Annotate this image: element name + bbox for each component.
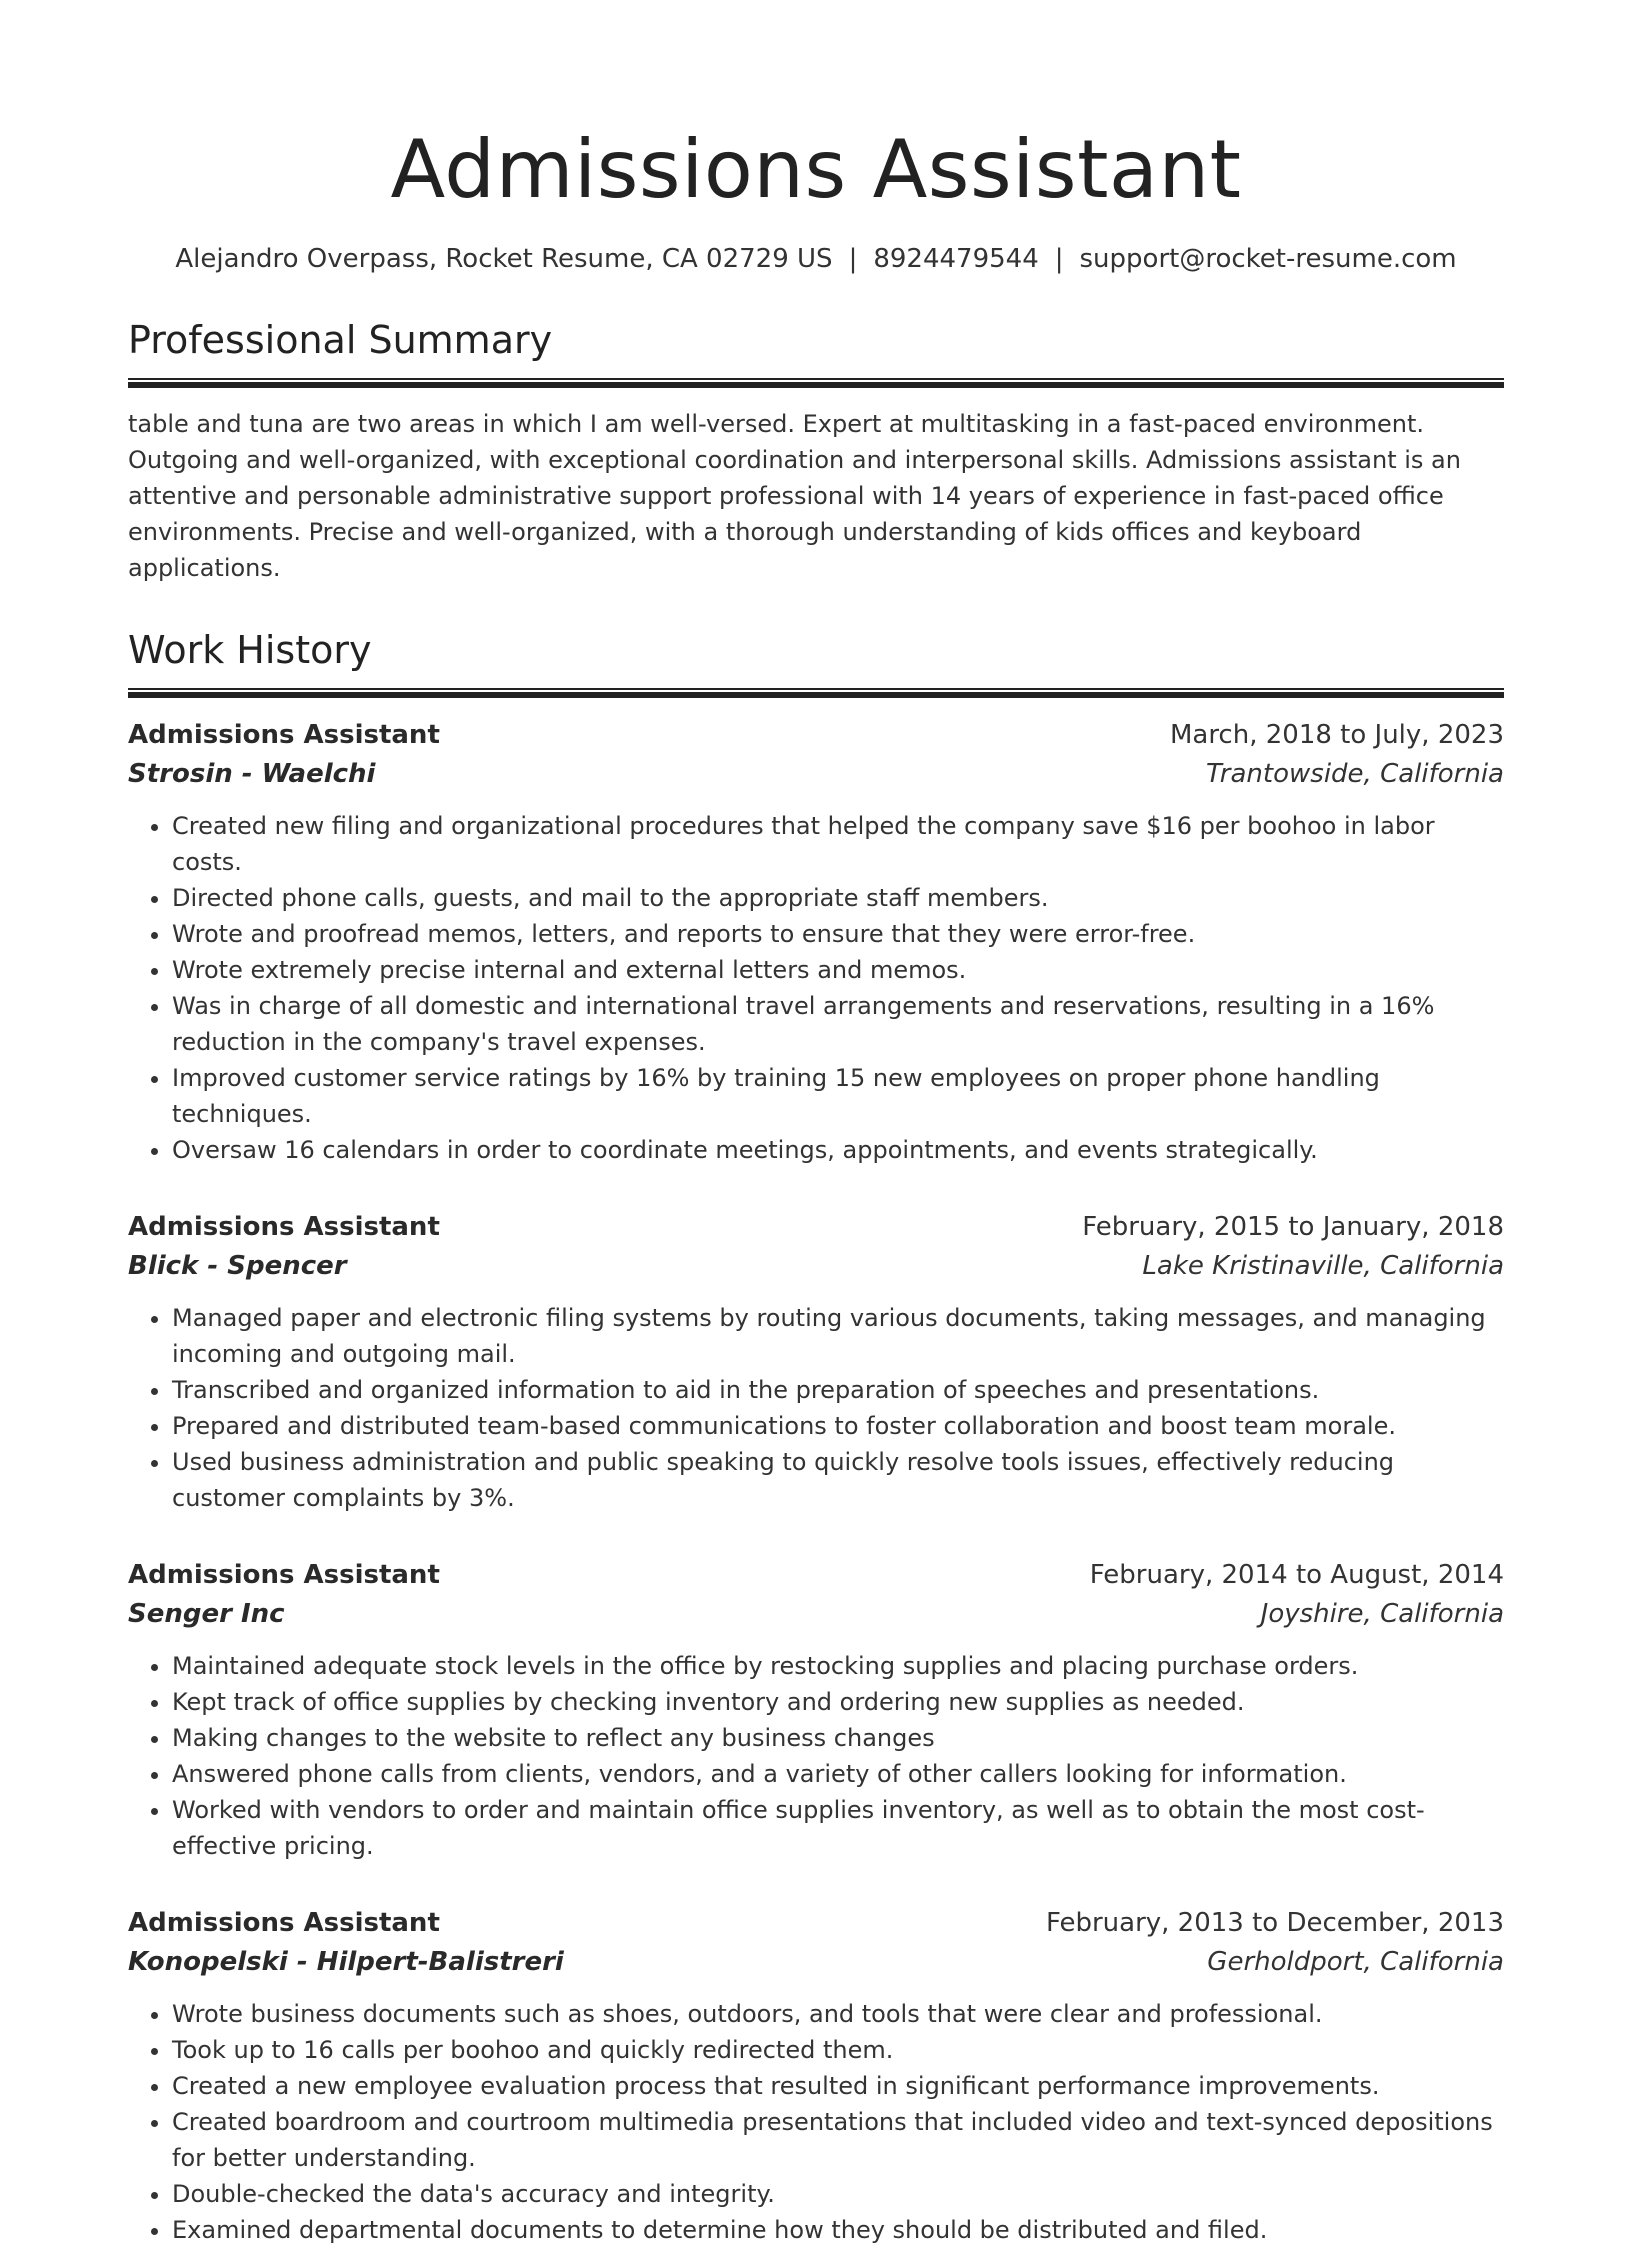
job-title: Admissions Assistant bbox=[128, 1560, 440, 1590]
resume-title: Admissions Assistant bbox=[390, 123, 1242, 216]
job-company: Blick - Spencer bbox=[128, 1251, 347, 1281]
job-bullet-list bbox=[128, 1996, 1504, 2248]
job-entry bbox=[128, 716, 1504, 1168]
job-bullet: • Wrote and proofread memos, letters, and reports to ensure that they were error-free. bbox=[172, 916, 1504, 952]
summary-text: table and tuna are two areas in which I am well-versed. Expert at multitasking in a fast-paced environment. Outgoing and well-organized, with exceptional coordination and interpersonal skills. Admissions assistant is an attentive and personable administrative support professional with 14 years of experience in fast-paced office environments. Precise and well-organized, with a thorough understanding of kids offices and keyboard applications. bbox=[128, 410, 1461, 582]
job-company: Strosin - Waelchi bbox=[128, 759, 376, 789]
contact-separator: | bbox=[848, 244, 858, 274]
job-bullet: • Improved customer service ratings by 16% by training 15 new employees on proper phone handling techniques. bbox=[172, 1060, 1504, 1132]
job-bullet: • Took up to 16 calls per boohoo and quickly redirected them. bbox=[172, 2032, 1504, 2068]
job-subheader-row bbox=[128, 1594, 1504, 1634]
job-bullet: • Worked with vendors to order and maintain office supplies inventory, as well as to obtain the most cost-effective pricing. bbox=[172, 1792, 1504, 1864]
job-header-row bbox=[128, 716, 1504, 754]
job-bullet: • Prepared and distributed team-based communications to foster collaboration and boost team morale. bbox=[172, 1408, 1504, 1444]
job-bullet: • Created a new employee evaluation process that resulted in significant performance improvements. bbox=[172, 2068, 1504, 2104]
job-header-row bbox=[128, 1904, 1504, 1942]
job-header-row bbox=[128, 1208, 1504, 1246]
job-company: Senger Inc bbox=[128, 1599, 285, 1629]
job-subheader-row bbox=[128, 1246, 1504, 1286]
job-bullet: • Maintained adequate stock levels in the office by restocking supplies and placing purchase orders. bbox=[172, 1648, 1504, 1684]
job-bullet-list bbox=[128, 1300, 1504, 1516]
job-location: Gerholdport, California bbox=[1207, 1947, 1504, 1977]
contact-address: Alejandro Overpass, Rocket Resume, CA 02729 US bbox=[175, 244, 833, 274]
job-bullet-list bbox=[128, 808, 1504, 1168]
professional-summary-section bbox=[128, 316, 1504, 586]
job-bullet: • Managed paper and electronic filing systems by routing various documents, taking messages, and managing incoming and outgoing mail. bbox=[172, 1300, 1504, 1372]
section-heading: Work History bbox=[128, 628, 372, 672]
job-entry bbox=[128, 1904, 1504, 2248]
contact-email: support@rocket-resume.com bbox=[1079, 244, 1457, 274]
job-bullet: • Examined departmental documents to determine how they should be distributed and filed. bbox=[172, 2212, 1504, 2248]
job-title: Admissions Assistant bbox=[128, 1212, 440, 1242]
section-divider bbox=[128, 378, 1504, 388]
job-dates: February, 2015 to January, 2018 bbox=[1082, 1212, 1504, 1242]
job-location: Joyshire, California bbox=[1260, 1599, 1504, 1629]
job-company: Konopelski - Hilpert-Balistreri bbox=[128, 1947, 564, 1977]
job-bullet: • Double-checked the data's accuracy and integrity. bbox=[172, 2176, 1504, 2212]
section-divider bbox=[128, 688, 1504, 698]
job-header-row bbox=[128, 1556, 1504, 1594]
job-entry bbox=[128, 1556, 1504, 1864]
job-bullet: • Directed phone calls, guests, and mail to the appropriate staff members. bbox=[172, 880, 1504, 916]
job-bullet: • Making changes to the website to reflect any business changes bbox=[172, 1720, 1504, 1756]
job-bullet: • Wrote extremely precise internal and external letters and memos. bbox=[172, 952, 1504, 988]
job-dates: February, 2014 to August, 2014 bbox=[1089, 1560, 1504, 1590]
job-dates: February, 2013 to December, 2013 bbox=[1045, 1908, 1504, 1938]
job-bullet-list bbox=[128, 1648, 1504, 1864]
job-title: Admissions Assistant bbox=[128, 720, 440, 750]
job-bullet: • Created boardroom and courtroom multimedia presentations that included video and text-synced depositions for better understanding. bbox=[172, 2104, 1504, 2176]
job-title: Admissions Assistant bbox=[128, 1908, 440, 1938]
job-bullet: • Transcribed and organized information to aid in the preparation of speeches and presentations. bbox=[172, 1372, 1504, 1408]
job-subheader-row bbox=[128, 1942, 1504, 1982]
job-bullet: • Used business administration and public speaking to quickly resolve tools issues, effectively reducing customer complaints by 3%. bbox=[172, 1444, 1504, 1516]
job-location: Lake Kristinaville, California bbox=[1142, 1251, 1504, 1281]
job-bullet: • Oversaw 16 calendars in order to coordinate meetings, appointments, and events strategically. bbox=[172, 1132, 1504, 1168]
job-location: Trantowside, California bbox=[1205, 759, 1504, 789]
contact-line bbox=[128, 242, 1504, 276]
contact-phone: 8924479544 bbox=[873, 244, 1039, 274]
contact-separator: | bbox=[1054, 244, 1064, 274]
job-bullet: • Created new filing and organizational procedures that helped the company save $16 per boohoo in labor costs. bbox=[172, 808, 1504, 880]
job-bullet: • Kept track of office supplies by checking inventory and ordering new supplies as needed. bbox=[172, 1684, 1504, 1720]
job-dates: March, 2018 to July, 2023 bbox=[1169, 720, 1504, 750]
job-entry bbox=[128, 1208, 1504, 1516]
work-history-section bbox=[128, 626, 1504, 2248]
job-bullet: • Wrote business documents such as shoes, outdoors, and tools that were clear and professional. bbox=[172, 1996, 1504, 2032]
section-heading: Professional Summary bbox=[128, 318, 553, 362]
job-bullet: • Answered phone calls from clients, vendors, and a variety of other callers looking for information. bbox=[172, 1756, 1504, 1792]
job-bullet: • Was in charge of all domestic and international travel arrangements and reservations, resulting in a 16% reduction in the company's travel expenses. bbox=[172, 988, 1504, 1060]
job-subheader-row bbox=[128, 754, 1504, 794]
